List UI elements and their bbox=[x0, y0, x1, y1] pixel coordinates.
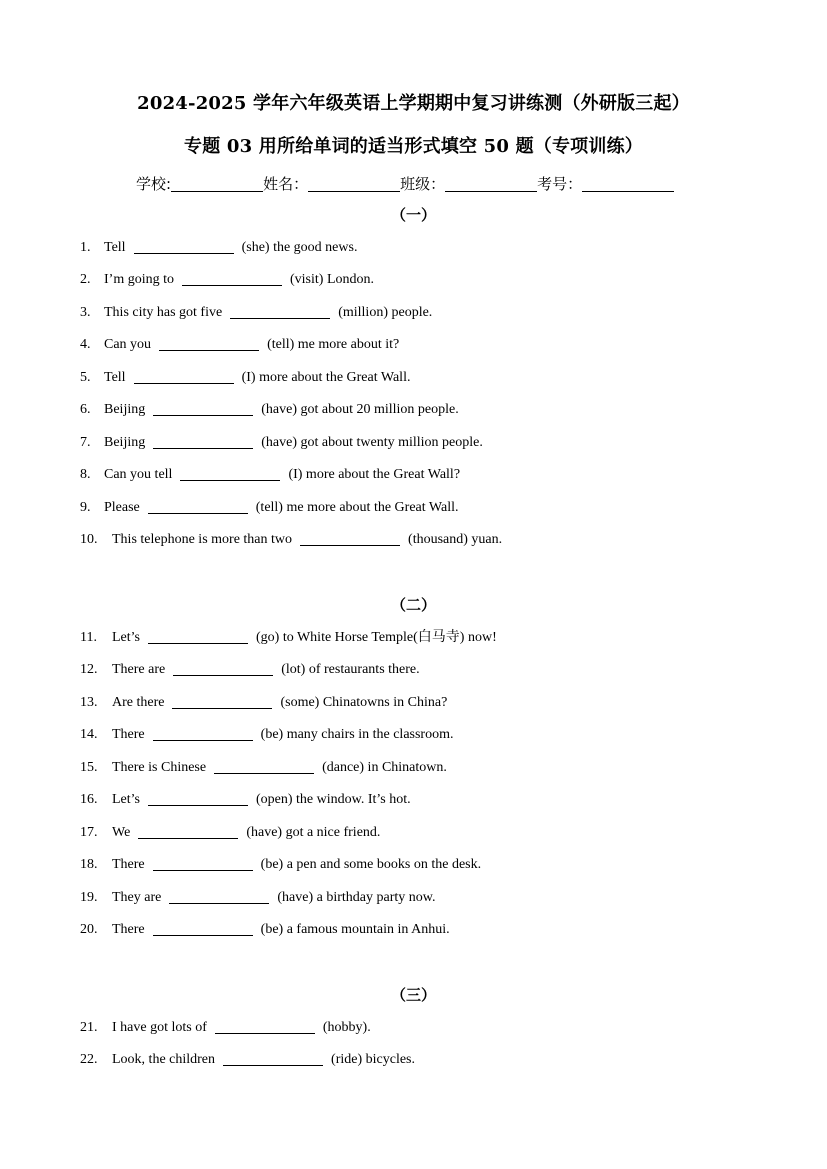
question-text-after: (I) more about the Great Wall. bbox=[241, 370, 411, 385]
question-text-after: (I) more about the Great Wall? bbox=[288, 467, 461, 482]
question-item bbox=[80, 434, 483, 452]
answer-blank[interactable] bbox=[153, 856, 253, 871]
question-number: 21. bbox=[80, 1020, 98, 1035]
answer-blank[interactable] bbox=[153, 921, 253, 936]
question-number: 5. bbox=[80, 370, 91, 385]
answer-blank[interactable] bbox=[182, 271, 282, 286]
question-text-after: (she) the good news. bbox=[241, 240, 358, 255]
question-text-after: (have) got about 20 million people. bbox=[261, 402, 459, 417]
question-text-before: Beijing bbox=[104, 402, 146, 417]
question-item bbox=[80, 824, 380, 842]
question-text-before: Can you tell bbox=[104, 467, 173, 482]
section-heading: （一） bbox=[390, 206, 436, 224]
question-text-before: We bbox=[112, 825, 131, 840]
question-text-after: (be) a pen and some books on the desk. bbox=[260, 857, 482, 872]
section-heading: （二） bbox=[390, 596, 436, 614]
question-text-after: (hobby). bbox=[322, 1020, 371, 1035]
question-text-after: (have) a birthday party now. bbox=[277, 890, 436, 905]
question-item bbox=[80, 369, 410, 387]
question-item bbox=[80, 401, 459, 419]
exam-no-label: 考号： bbox=[537, 175, 583, 193]
answer-blank[interactable] bbox=[300, 531, 400, 546]
exam-no-field[interactable] bbox=[582, 175, 674, 192]
question-text-before: I’m going to bbox=[104, 272, 174, 287]
question-text-after: (be) many chairs in the classroom. bbox=[260, 727, 454, 742]
answer-blank[interactable] bbox=[230, 304, 330, 319]
question-text-after: (have) got a nice friend. bbox=[246, 825, 381, 840]
answer-blank[interactable] bbox=[138, 824, 238, 839]
question-text-before: They are bbox=[112, 890, 162, 905]
question-text-before: Can you bbox=[104, 337, 152, 352]
question-item bbox=[80, 239, 357, 257]
question-text-before: Let’s bbox=[112, 792, 140, 807]
question-text-before: There is Chinese bbox=[112, 760, 207, 775]
answer-blank[interactable] bbox=[153, 726, 253, 741]
question-number: 22. bbox=[80, 1052, 98, 1067]
answer-blank[interactable] bbox=[148, 629, 248, 644]
question-number: 2. bbox=[80, 272, 91, 287]
name-field[interactable] bbox=[308, 175, 400, 192]
question-item bbox=[80, 1019, 371, 1037]
question-number: 12. bbox=[80, 662, 98, 677]
question-number: 14. bbox=[80, 727, 98, 742]
answer-blank[interactable] bbox=[172, 694, 272, 709]
question-number: 9. bbox=[80, 500, 91, 515]
question-number: 17. bbox=[80, 825, 98, 840]
question-text-after: (some) Chinatowns in China? bbox=[280, 695, 448, 710]
class-field[interactable] bbox=[445, 175, 537, 192]
question-text-after: (ride) bicycles. bbox=[331, 1052, 415, 1067]
school-label: 学校: bbox=[136, 175, 172, 193]
question-text-before: Tell bbox=[104, 370, 126, 385]
question-item bbox=[80, 759, 447, 777]
answer-blank[interactable] bbox=[134, 239, 234, 254]
question-text-before: Look, the children bbox=[112, 1052, 216, 1067]
question-text-before: There bbox=[112, 727, 145, 742]
question-item bbox=[80, 1051, 415, 1069]
question-text-before: This city has got five bbox=[104, 305, 223, 320]
answer-blank[interactable] bbox=[223, 1051, 323, 1066]
question-number: 10. bbox=[80, 532, 98, 547]
student-info-row bbox=[136, 173, 674, 194]
question-item bbox=[80, 661, 420, 679]
answer-blank[interactable] bbox=[173, 661, 273, 676]
question-number: 1. bbox=[80, 240, 91, 255]
answer-blank[interactable] bbox=[214, 759, 314, 774]
question-number: 18. bbox=[80, 857, 98, 872]
question-item bbox=[80, 499, 458, 517]
question-number: 20. bbox=[80, 922, 98, 937]
question-text-before: Tell bbox=[104, 240, 126, 255]
question-item bbox=[80, 271, 374, 289]
question-text-before: Let’s bbox=[112, 630, 140, 645]
question-item bbox=[80, 921, 450, 939]
name-label: 姓名： bbox=[263, 175, 309, 193]
question-number: 19. bbox=[80, 890, 98, 905]
worksheet-title: 2024-2025 学年六年级英语上学期期中复习讲练测（外研版三起） bbox=[137, 93, 690, 114]
question-text-before: I have got lots of bbox=[112, 1020, 207, 1035]
question-text-after: (be) a famous mountain in Anhui. bbox=[260, 922, 450, 937]
answer-blank[interactable] bbox=[148, 791, 248, 806]
answer-blank[interactable] bbox=[153, 401, 253, 416]
question-text-before: Are there bbox=[112, 695, 165, 710]
answer-blank[interactable] bbox=[134, 369, 234, 384]
question-item bbox=[80, 466, 460, 484]
question-item bbox=[80, 304, 432, 322]
question-text-after: (dance) in Chinatown. bbox=[322, 760, 447, 775]
question-item bbox=[80, 336, 399, 354]
question-item bbox=[80, 694, 447, 712]
question-number: 6. bbox=[80, 402, 91, 417]
question-text-before: Please bbox=[104, 500, 140, 515]
question-number: 3. bbox=[80, 305, 91, 320]
question-text-after: (lot) of restaurants there. bbox=[281, 662, 420, 677]
question-text-after: (tell) me more about it? bbox=[267, 337, 400, 352]
answer-blank[interactable] bbox=[159, 336, 259, 351]
class-label: 班级： bbox=[400, 175, 446, 193]
question-number: 16. bbox=[80, 792, 98, 807]
answer-blank[interactable] bbox=[215, 1019, 315, 1034]
question-item bbox=[80, 726, 453, 744]
answer-blank[interactable] bbox=[169, 889, 269, 904]
question-text-before: There bbox=[112, 922, 145, 937]
answer-blank[interactable] bbox=[153, 434, 253, 449]
question-text-after: (visit) London. bbox=[290, 272, 374, 287]
question-item bbox=[80, 856, 481, 874]
question-number: 11. bbox=[80, 630, 97, 645]
question-number: 4. bbox=[80, 337, 91, 352]
question-text-before: There bbox=[112, 857, 145, 872]
question-text-before: There are bbox=[112, 662, 166, 677]
question-number: 13. bbox=[80, 695, 98, 710]
question-text-before: This telephone is more than two bbox=[112, 532, 293, 547]
question-number: 7. bbox=[80, 435, 91, 450]
question-item bbox=[80, 889, 435, 907]
question-text-after: (thousand) yuan. bbox=[408, 532, 503, 547]
question-item bbox=[80, 629, 497, 647]
question-number: 15. bbox=[80, 760, 98, 775]
section-heading: （三） bbox=[390, 986, 436, 1004]
school-field[interactable] bbox=[171, 175, 263, 192]
question-number: 8. bbox=[80, 467, 91, 482]
question-text-after: (open) the window. It’s hot. bbox=[256, 792, 411, 807]
question-text-after: (go) to White Horse Temple(白马寺) now! bbox=[256, 630, 497, 645]
worksheet-subtitle: 专题 03 用所给单词的适当形式填空 50 题（专项训练） bbox=[184, 136, 643, 157]
question-text-after: (tell) me more about the Great Wall. bbox=[255, 500, 459, 515]
question-item bbox=[80, 531, 502, 549]
question-text-after: (million) people. bbox=[338, 305, 433, 320]
question-text-after: (have) got about twenty million people. bbox=[261, 435, 483, 450]
question-text-before: Beijing bbox=[104, 435, 146, 450]
answer-blank[interactable] bbox=[180, 466, 280, 481]
question-item bbox=[80, 791, 411, 809]
answer-blank[interactable] bbox=[148, 499, 248, 514]
